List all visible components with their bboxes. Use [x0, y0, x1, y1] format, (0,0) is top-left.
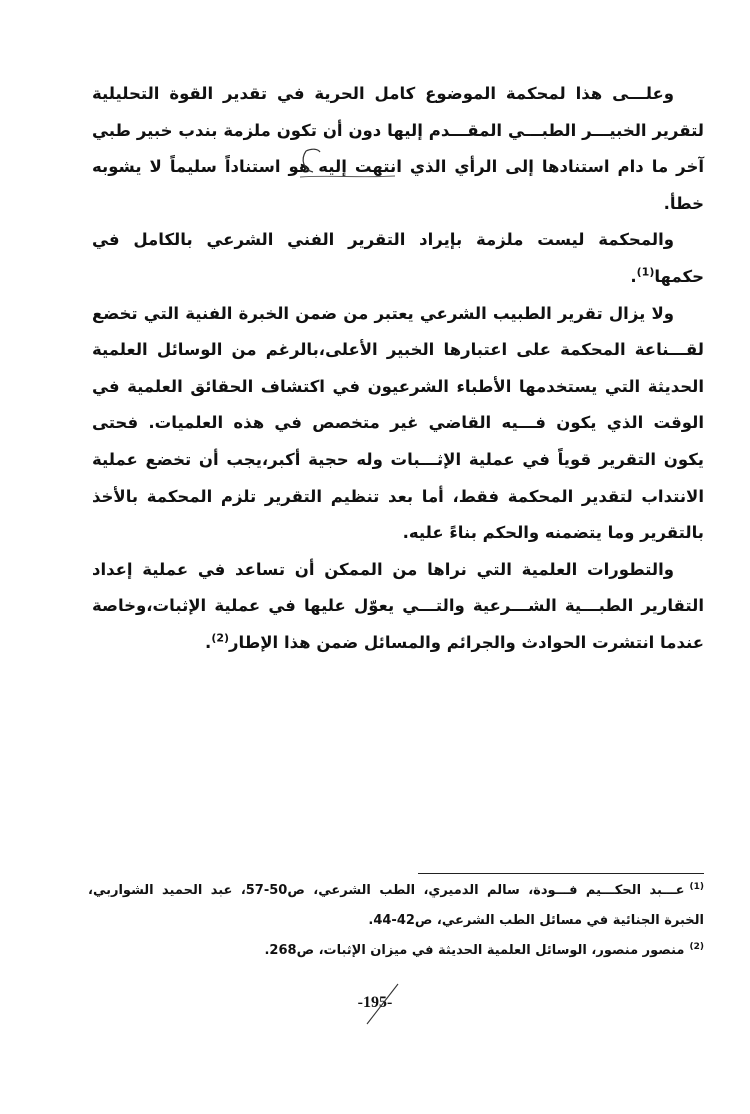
footnote-ref-1: (1) [636, 265, 655, 279]
paragraph-2 [92, 222, 704, 295]
footnote-separator [418, 873, 704, 874]
paragraph-4-text: والتطورات العلمية التي نراها من الممكن أن تساعد في عملية إعداد التقارير الطبـــية الشـــرعية والتـــي يعوّل عليها في عملية الإثبات،وخاصة عندما انتشرت الحوادث والجرائم والمسائل ضمن هذا الإطار [92, 559, 704, 652]
paragraph-2-text: والمحكمة ليست ملزمة بإيراد التقرير الفني الشرعي بالكامل في حكمها [92, 230, 704, 286]
footnote-2-text: منصور منصور، الوسائل العلمية الحديثة في ميزان الإثبات، ص268. [264, 943, 685, 958]
paragraph-1 [92, 76, 704, 222]
paragraph-2-end: . [630, 266, 637, 286]
paragraph-1-text: وعلـــى هذا لمحكمة الموضوع كامل الحرية في تقدير القوة التحليلية لتقرير الخبيـــر الطبـــي المقـــدم إليها دون أن تكون ملزمة بندب خبير طبي آخر ما دام استنادها إلى الرأي الذي انتهت إليه هو استناداً سليماً لا يشوبه خطأ. [92, 84, 704, 213]
footnote-1 [88, 876, 704, 936]
footnotes [88, 876, 704, 966]
footnote-1-number: (1) [689, 881, 704, 892]
footnote-2 [88, 936, 704, 966]
footnote-1-text: عـــبد الحكـــيم فـــودة، سالم الدميري، الطب الشرعي، ص50-57، عبد الحميد الشواربي، الخبرة الجنائية في مسائل الطب الشرعي، ص42-44. [88, 883, 704, 928]
paragraph-4-end: . [205, 632, 212, 652]
paragraph-3-text: ولا يزال تقرير الطبيب الشرعي يعتبر من ضمن الخبرة الفنية التي تخضع لقـــناعة المحكمة على اعتبارها الخبير الأعلى،بالرغم من الوسائل العلمية الحديثة التي يستخدمها الأطباء الشرعيون في اكتشاف الحقائق العلمية في الوقت الذي يكون فـــيه القاضي غير متخصص في هذه العلميات. فحتى يكون التقرير قوياً في عملية الإثـــبات وله حجية أكبر،يجب أن تخضع عملية الانتداب لتقدير المحكمة فقط، أما بعد تنظيم التقرير تلزم المحكمة بالأخذ بالتقرير وما يتضمنه والحكم بناءً عليه. [92, 303, 704, 543]
paragraph-3 [92, 296, 704, 552]
footnote-ref-2: (2) [211, 631, 230, 645]
footnote-2-number: (2) [689, 941, 704, 952]
paragraph-4 [92, 552, 704, 662]
page-number: -195- [357, 994, 393, 1011]
main-text [92, 76, 704, 662]
